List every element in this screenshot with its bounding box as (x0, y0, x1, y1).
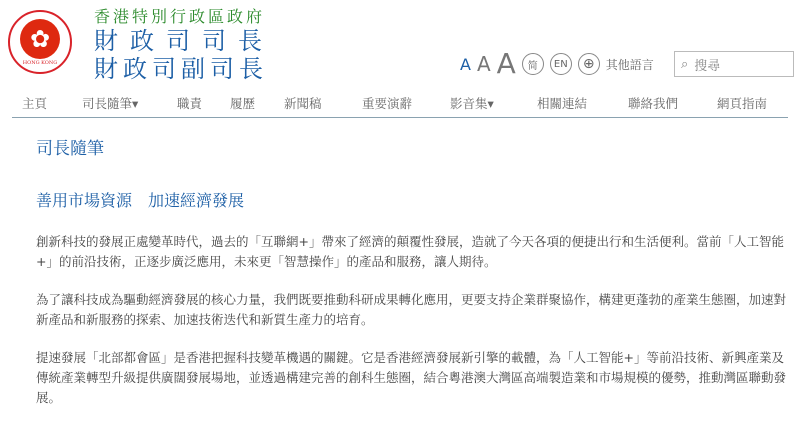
globe-icon[interactable]: ⊕ (578, 53, 600, 75)
nav-blog[interactable]: 司長隨筆▾ (82, 96, 139, 111)
article-headline: 善用市場資源 加速經濟發展 (36, 191, 245, 210)
other-languages-link[interactable]: 其他語言 (605, 57, 654, 72)
site-title-fs: 財政司司長 (94, 27, 274, 55)
nav-home[interactable]: 主頁 (22, 96, 48, 111)
article (36, 138, 786, 426)
english-button[interactable]: EN (550, 53, 572, 75)
font-size-medium-button[interactable]: A (476, 52, 491, 76)
search-placeholder: 搜尋 (694, 58, 721, 74)
nav-duties[interactable]: 職責 (177, 96, 203, 111)
bauhinia-icon: ✿ (20, 19, 60, 59)
simplified-chinese-button[interactable]: 简 (522, 53, 544, 75)
nav-press[interactable]: 新聞稿 (284, 96, 322, 111)
paragraph: 創新科技的發展正處變革時代，過去的「互聯網+」帶來了經濟的顛覆性發展，造就了今天各項的便捷出行和生活便利。當前「人工智能+」的前沿技術，正逐步廣泛應用，未來更「智慧操作」的產品和服務，讓人期待。 (36, 234, 784, 269)
toolbar (460, 47, 654, 80)
nav-links[interactable]: 相關連結 (537, 96, 588, 111)
nav-media[interactable]: 影音集▾ (450, 96, 494, 111)
paragraph: 為了讓科技成為驅動經濟發展的核心力量，我們既要推動科研成果轉化應用，更要支持企業群聚協作，構建更蓬勃的產業生態圈，加速對新產品和新服務的探索、加速技術迭代和新質生產力的培育。 (36, 292, 787, 327)
search-input[interactable] (674, 51, 794, 77)
emblem-text: HONG KONG (22, 59, 58, 66)
hksar-emblem[interactable] (8, 10, 72, 74)
main-nav (12, 92, 788, 118)
font-size-large-button[interactable]: A (496, 47, 516, 80)
section-title: 司長隨筆 (36, 139, 104, 159)
nav-contact[interactable]: 聯絡我們 (628, 96, 679, 111)
font-size-small-button[interactable]: A (460, 54, 471, 74)
site-title-dfs: 財政司副司長 (94, 55, 268, 83)
government-name: 香港特別行政區政府 (94, 7, 266, 26)
nav-guide[interactable]: 網頁指南 (717, 96, 768, 111)
nav-speeches[interactable]: 重要演辭 (362, 96, 413, 111)
nav-biography[interactable]: 履歷 (230, 96, 256, 111)
site-titles (94, 6, 274, 83)
paragraph: 提速發展「北部都會區」是香港把握科技變革機遇的關鍵。它是香港經濟發展新引擎的載體，為「人工智能+」等前沿技術、新興產業及傳統產業轉型升級提供廣闊發展場地，並透過構建完善的創科生態圈，結合粵港澳大灣區高端製造業和市場規模的優勢，推動灣區聯動發展。 (36, 350, 787, 405)
search-icon: ⌕ (681, 56, 689, 72)
